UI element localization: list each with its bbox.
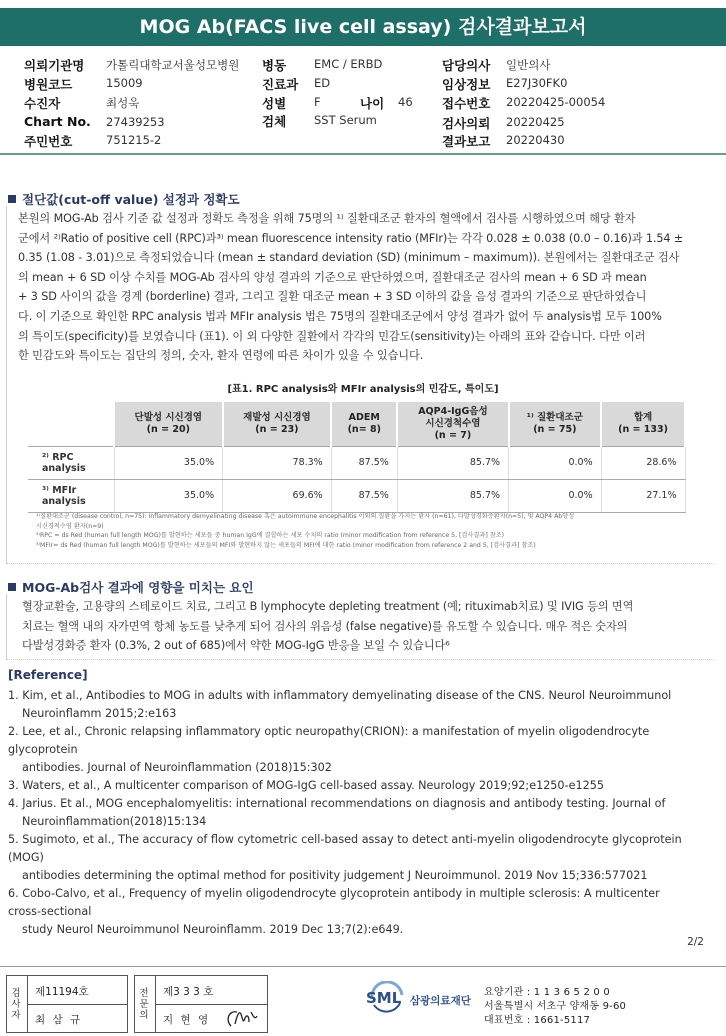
value-age: 46 — [398, 95, 413, 109]
table-cell: 87.5% — [331, 446, 397, 479]
divider — [27, 1004, 127, 1005]
table-footnotes — [36, 512, 696, 550]
footnote: ²⁾RPC = ds Red (human full length MOG)를 발현하는 세포들 중 human IgG에 결합하는 세포 수치의 ratio (minor modification from reference 5, [검사결과] 참조) — [36, 532, 505, 539]
sensitivity-table — [28, 402, 686, 513]
table-cell: 69.6% — [223, 479, 332, 512]
reference-line: cross-sectional — [8, 905, 92, 918]
signature-icon — [221, 1006, 261, 1030]
label-chart-no: Chart No. — [24, 114, 91, 129]
table-header: ¹⁾ 질환대조군 (n = 75) — [509, 402, 602, 446]
bullet-square-icon — [8, 583, 16, 591]
reference-line: 1. Kim, et al., Antibodies to MOG in adults with inflammatory demyelinating disease of the CNS. Neurol Neuroimmunol — [8, 689, 672, 702]
value-specimen: SST Serum — [314, 113, 377, 127]
para-line: 다. 이 기준으로 확인한 RPC analysis 법과 MFIr analysis 법은 75명의 질환대조군에서 양성 결과가 없어 두 analysis법 모두 100% — [18, 309, 662, 323]
para-line: 치료는 혈액 내의 자가면역 항체 농도를 낮추게 되어 검사의 위음성 (false negative)를 유도할 수 있습니다. 매우 적은 숫자의 — [22, 619, 628, 633]
label-hospital-code: 병원코드 — [24, 77, 73, 92]
label-attending-doctor: 담당의사 — [442, 58, 491, 73]
value-result-report: 20220430 — [506, 133, 565, 147]
label-receipt-no: 접수번호 — [442, 96, 491, 111]
label-ward: 병동 — [262, 58, 287, 73]
label-result-report: 결과보고 — [442, 134, 491, 149]
examiner-vertical-label: 검 사 자 — [11, 988, 21, 1021]
table-header: ADEM (n= 8) — [331, 402, 397, 446]
specialist-box — [134, 975, 268, 1033]
value-clinical-info: E27J30FK0 — [506, 76, 568, 90]
value-attending-doctor: 일반의사 — [506, 58, 551, 72]
org-code: 요양기관 : 1 1 3 6 5 2 0 0 — [484, 987, 610, 998]
para-line: 본원의 MOG-Ab 검사 기준 값 설정과 정확도 측정을 위해 75명의 ¹⁾ 질환대조군 환자의 혈액에서 검사를 시행하였으며 해당 환자 — [18, 212, 636, 225]
value-ward: EMC / ERBD — [314, 57, 383, 71]
table-cell: 28.6% — [601, 446, 685, 479]
footnote: 시신경척수염 환자(n=9) — [36, 522, 104, 530]
para-line: 군에서 ²⁾Ratio of positive cell (RPC)과³⁾ mean fluorescence intensity ratio (MFIr)는 각각 0.028 ± 0.038 (0.0 – 0.16)과 1.54 ± — [18, 231, 684, 245]
divider — [155, 1004, 267, 1005]
para-line: + 3 SD 사이의 값을 경계 (borderline) 결과, 그리고 질환 대조군 mean + 3 SD 이하의 값을 음성 결과의 기준으로 판단하였습니 — [18, 290, 647, 304]
page-number: 2/2 — [687, 936, 704, 948]
label-department: 진료과 — [262, 77, 299, 92]
value-patient: 최성욱 — [106, 96, 140, 110]
para-line: 혈장교환술, 고용량의 스테로이드 치료, 그리고 B lymphocyte depleting treatment (예; rituximab치료) 및 IVIG 등의 면역 — [22, 600, 634, 613]
table-row-label: ²⁾ RPC analysis — [28, 446, 114, 479]
label-resident-no: 주민번호 — [24, 134, 73, 149]
reference-line: Neuroinflammation(2018)15:134 — [22, 815, 207, 828]
reference-line: Neuroinflamm 2015;2:e163 — [22, 707, 177, 720]
label-sex: 성별 — [262, 96, 287, 111]
table-header: AQP4-IgG음성 시신경척수염 (n = 7) — [397, 402, 508, 446]
section-factors-title-text: MOG-Ab검사 결과에 영향을 미치는 요인 — [22, 580, 254, 595]
label-age: 나이 — [360, 96, 385, 111]
table-cell: 87.5% — [331, 479, 397, 512]
table-cell: 85.7% — [397, 479, 508, 512]
value-hospital-code: 15009 — [106, 76, 143, 90]
table-row — [28, 479, 685, 512]
section-factors-paragraph — [22, 597, 702, 656]
value-resident-no: 751215-2 — [106, 133, 162, 147]
value-department: ED — [314, 76, 331, 90]
specialist-license: 제3 3 3 호 — [163, 986, 214, 998]
para-line: 한 민감도와 특이도는 집단의 정의, 숫자, 환자 연령에 따른 차이가 있을 수 있습니다. — [18, 349, 424, 363]
label-clinical-info: 임상정보 — [442, 77, 491, 92]
reference-line: 3. Waters, et al., A multicenter comparison of MOG-IgG cell-based assay. Neurology 2019;92;e1250-e1255 — [8, 779, 604, 792]
para-line: 의 mean + 6 SD 이상 수치를 MOG-Ab 검사의 양성 결과의 기준으로 판단하였으며, 질환대조군 검사의 mean + 6 SD 과 mean — [18, 270, 647, 284]
bullet-square-icon — [8, 195, 16, 203]
table-cell: 0.0% — [509, 446, 602, 479]
examiner-box — [6, 975, 128, 1033]
examiner-name: 최 삼 규 — [35, 1014, 83, 1026]
label-specimen: 검체 — [262, 114, 287, 129]
table-cell: 78.3% — [223, 446, 332, 479]
section-cutoff-paragraph — [18, 209, 704, 366]
report-title: MOG Ab(FACS live cell assay) 검사결과보고서 — [0, 8, 726, 46]
label-patient: 수진자 — [24, 96, 61, 111]
reference-line: study Neurol Neuroimmunol Neuroinflamm. 2019 Dec 13;7(2):e649. — [22, 923, 404, 936]
reference-line: antibodies determining the optimal method for positivity judgement J Neuroimmunol. 2019 Nov 15;336:577021 — [22, 869, 648, 882]
footer — [0, 966, 726, 1036]
reference-line: antibodies. Journal of Neuroinflammation (2018)15:302 — [22, 761, 332, 774]
para-line: 0.35 (1.08 - 3.01)으로 측정되었습니다 (mean ± standard deviation (SD) (minimum – maximum)). 본원에서는 질환대조군 검사 — [18, 251, 680, 265]
specialist-name: 지 현 영 — [163, 1014, 211, 1026]
value-chart-no: 27439253 — [106, 115, 165, 129]
value-sex: F — [314, 95, 321, 109]
reference-line: 6. Cobo-Calvo, et al., Frequency of myelin oligodendrocyte glycoprotein antibody in multiple sclerosis: A multicenter — [8, 887, 660, 900]
section-cutoff-title-text: 절단값(cut-off value) 설정과 정확도 — [22, 192, 240, 207]
table-cell: 27.1% — [601, 479, 685, 512]
footnote: ¹⁾질환대조군 (disease control, n=75): inflammatory demyelinating disease 혹은 autoimmune encephalitis 이외의 질환을 가지는 환자 (n=61), 다발성경화증환자(n=5), 및 AQP4 Ab양성 — [36, 513, 575, 520]
para-line: 다발성경화증 환자 (0.3%, 2 out of 685)에서 약한 MOG-IgG 반응을 보일 수 있습니다⁶ — [22, 639, 450, 653]
table-cell: 35.0% — [114, 446, 223, 479]
table-cell: 85.7% — [397, 446, 508, 479]
reference-line: 4. Jarius. Et al., MOG encephalomyelitis: international recommendations on diagnosis and antibody testing. Journal of — [8, 797, 666, 810]
reference-title: [Reference] — [8, 668, 88, 682]
reference-line: 5. Sugimoto, et al., The accuracy of flow cytometric cell-based assay to detect anti-myelin oligodendrocyte glycoprotein (MOG) — [8, 833, 682, 864]
table-corner — [28, 402, 114, 446]
table-caption: [표1. RPC analysis와 MFIr analysis의 민감도, 특이도] — [227, 384, 499, 395]
table-header: 합계 (n = 133) — [601, 402, 685, 446]
table-cell: 35.0% — [114, 479, 223, 512]
patient-info-header — [0, 50, 726, 155]
value-test-request: 20220425 — [506, 115, 565, 129]
examiner-license: 제11194호 — [35, 986, 89, 998]
label-test-request: 검사의뢰 — [442, 116, 491, 131]
logo-text: SML — [366, 989, 402, 1007]
table-header: 단발성 시신경염 (n = 20) — [114, 402, 223, 446]
table-row-label: ³⁾ MFIr analysis — [28, 479, 114, 512]
table-row — [28, 446, 685, 479]
table-cell: 0.0% — [509, 479, 602, 512]
footnote: ³⁾MFIr= ds Red (human full length MOG)를 발현하는 세포들의 MFI와 발현하지 않는 세포들의 MFI에 대한 ratio (minor modification from reference 2 and 5, [검사결과] 참조) — [36, 541, 536, 549]
org-name: 삼광의료재단 — [410, 995, 471, 1007]
reference-list — [8, 687, 720, 939]
value-requesting-institution: 가톨릭대학교서울성모병원 — [106, 58, 240, 72]
specialist-vertical-label: 전 문 의 — [139, 988, 149, 1021]
reference-line: 2. Lee, et al., Chronic relapsing inflammatory optic neuropathy(CRION): a manifestation of myelin oligodendrocyte glycoprotein — [8, 725, 650, 756]
table-header: 재발성 시신경염 (n = 23) — [223, 402, 332, 446]
org-phone: 대표번호 : 1661-5117 — [484, 1015, 591, 1026]
label-requesting-institution: 의뢰기관명 — [24, 58, 85, 73]
org-address: 서울특별시 서초구 양재동 9-60 — [484, 1001, 627, 1012]
para-line: 의 특이도(specificity)를 보였습니다 (표1). 이 외 다양한 질환에서 각각의 민감도(sensitivity)는 아래의 표와 같습니다. 다만 이러 — [18, 329, 646, 343]
value-receipt-no: 20220425-00054 — [506, 95, 606, 109]
